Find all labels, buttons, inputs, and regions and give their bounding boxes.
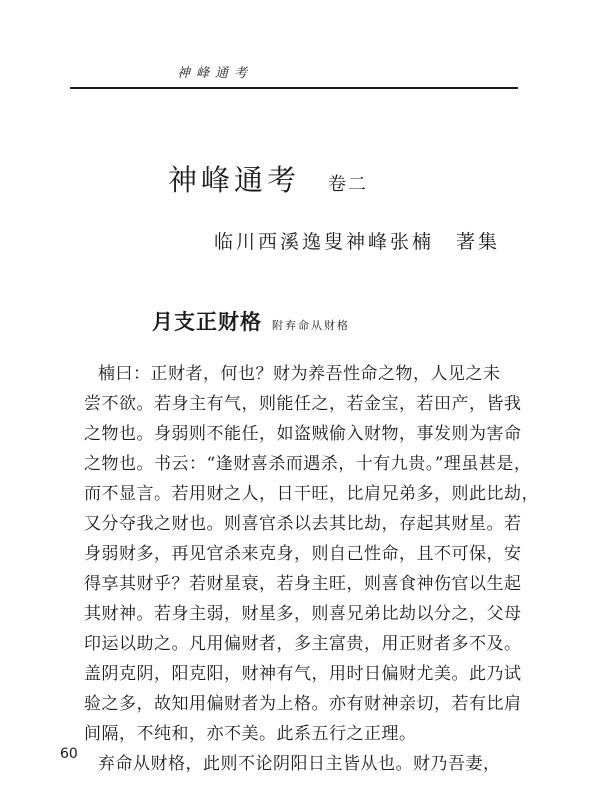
section-subtitle: 附弃命从财格 [272, 319, 350, 332]
body-line: 印运以助之。凡用偏财者，多主富贵，用正财者多不及。 [84, 634, 522, 654]
body-line: 身弱财多，再见官杀来克身，则自己性命，且不可保，安 [84, 544, 522, 564]
volume-label: 卷二 [328, 174, 369, 195]
body-line: 又分夺我之财也。则喜官杀以去其比劫，存起其财星。若 [84, 514, 522, 534]
author-name: 临川西溪逸叟神峰张楠 [214, 231, 435, 253]
body-line: 之物也。身弱则不能任，如盗贼偷入财物，事发则为害命 [84, 424, 522, 444]
body-line: 之物也。书云：“逢财喜杀而遇杀，十有九贵。”理虽甚是， [84, 454, 532, 474]
body-line: 得享其财乎？若财星衰，若身主旺，则喜食神伤官以生起 [84, 574, 522, 594]
author-role: 著集 [456, 231, 501, 253]
page-number: 60 [60, 746, 78, 762]
author-line [214, 227, 500, 254]
body-line: 尝不欲。若身主有气，则能任之，若金宝，若田产，皆我 [84, 394, 522, 414]
body-line: 楠曰：正财者，何也？财为养吾性命之物，人见之未 [98, 364, 501, 384]
body-text [84, 359, 539, 779]
section-title: 月支正财格 [152, 310, 262, 334]
body-line: 盖阴克阴，阳克阳，财神有气，用时日偏财尤美。此乃试 [84, 664, 522, 684]
header-rule [70, 87, 518, 89]
running-header: 神峰通考 [176, 66, 253, 81]
body-line: 验之多，故知用偏财者为上格。亦有财神亲切，若有比肩 [84, 694, 522, 714]
body-line: 间隔，不纯和，亦不美。此系五行之正理。 [84, 724, 417, 744]
book-title-line [168, 158, 468, 199]
body-line: 而不显言。若用财之人，日干旺，比肩兄弟多，则此比劫， [84, 484, 539, 504]
book-title: 神峰通考 [168, 163, 301, 197]
body-line: 其财神。若身主弱，财星多，则喜兄弟比劫以分之，父母 [84, 604, 522, 624]
section-heading [152, 306, 350, 336]
body-line: 弃命从财格，此则不论阴阳日主皆从也。财乃吾妻， [98, 754, 501, 774]
